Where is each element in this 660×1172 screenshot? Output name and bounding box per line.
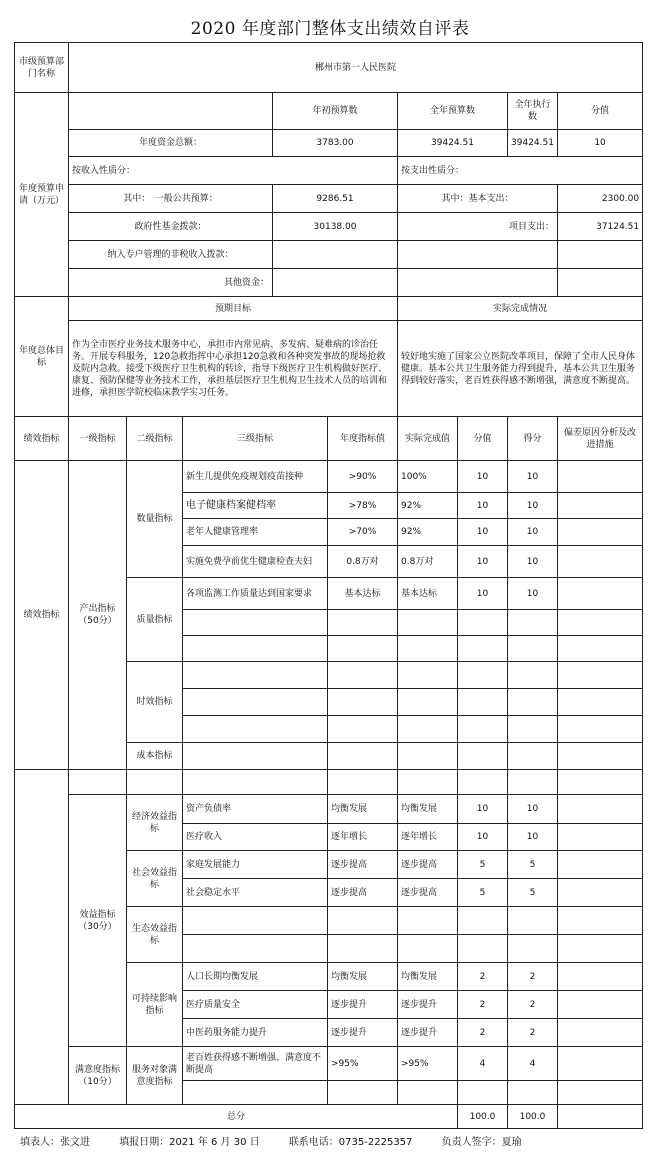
indicator-actual: 逐年增长 [398,824,458,851]
indicator-target: >90% [328,461,398,493]
indicator-got: 4 [508,1047,558,1081]
expected-goal-header: 预期目标 [69,297,398,321]
total-score: 100.0 [458,1105,508,1129]
indicator-score: 10 [458,824,508,851]
indicator-target: 逐步提高 [328,851,398,879]
header-initial-budget: 年初预算数 [273,93,398,130]
indicator-target: 逐年增长 [328,824,398,851]
indicator-actual: 逐步提高 [398,851,458,879]
total-score-value: 10 [558,130,643,157]
indicator-name: 新生儿提供免疫规划疫苗接种 [183,461,328,493]
indicator-name: 家庭发展能力 [183,851,328,879]
indicator-actual: 均衡发展 [398,795,458,824]
quality-indicator-label: 质量指标 [127,578,183,662]
indicator-score: 2 [458,963,508,991]
total-initial-budget: 3783.00 [273,130,398,157]
indicator-score: 10 [458,578,508,610]
indicator-target: 基本达标 [328,578,398,610]
indicator-target: >95% [328,1047,398,1081]
indicator-score: 10 [458,493,508,519]
basic-expense-label: 其中：基本支出： [398,185,558,213]
indicator-actual: 0.8万对 [398,546,458,578]
actual-completion-text: 较好地实施了国家公立医院改革项目，保障了全市人民身体健康。基本公共卫生服务能力得到提升，基本公共卫生服务得到较好落实，老百姓获得感不断增强，满意度不断提高。 [398,321,643,417]
indicator-actual: 92% [398,519,458,546]
footer [20,1133,548,1148]
basic-expense-value: 2300.00 [558,185,643,213]
income-nature-label: 按收入性质分： [69,157,398,185]
self-evaluation-table [14,42,643,1129]
indicator-name: 人口长期均衡发展 [183,963,328,991]
total-funds-label: 年度资金总额： [69,130,273,157]
budget-section-label: 年度预算申请（万元） [15,93,69,297]
social-indicator-label: 社会效益指标 [127,851,183,907]
indicator-actual: 基本达标 [398,578,458,610]
indicator-name: 各项监测工作质量达到国家要求 [183,578,328,610]
perf-header-6: 分值 [458,417,508,461]
economic-indicator-label: 经济效益指标 [127,795,183,851]
total-execution: 39424.51 [508,130,558,157]
actual-completion-header: 实际完成情况 [398,297,643,321]
fill-date: 填报日期：2021 年 6 月 30 日 [119,1137,260,1148]
indicator-name: 社会稳定水平 [183,879,328,907]
indicator-actual: 100% [398,461,458,493]
total-got: 100.0 [508,1105,558,1129]
indicator-got: 10 [508,578,558,610]
indicator-actual: 逐步提升 [398,1019,458,1047]
indicator-name: 老年人健康管理率 [183,519,328,546]
indicator-got: 10 [508,493,558,519]
indicator-actual: 均衡发展 [398,963,458,991]
general-budget-label: 其中： 一般公共预算： [69,185,273,213]
perf-header-8: 偏差原因分析及改进措施 [558,417,643,461]
indicator-got: 10 [508,795,558,824]
indicator-score: 4 [458,1047,508,1081]
perf-header-4: 年度指标值 [328,417,398,461]
general-budget-value: 9286.51 [273,185,398,213]
header-annual-budget: 全年预算数 [398,93,508,130]
indicator-target: 0.8万对 [328,546,398,578]
sustainable-indicator-label: 可持续影响指标 [127,963,183,1047]
indicator-name: 医疗质量安全 [183,991,328,1019]
filler-name: 填表人：张文进 [20,1137,90,1148]
project-expense-label: 项目支出： [398,213,558,241]
indicator-name: 老百姓获得感不断增强、满意度不断提高 [183,1047,328,1081]
satisfaction-indicator-label: 满意度指标（10分） [69,1047,127,1105]
gov-fund-value: 30138.00 [273,213,398,241]
indicator-got: 10 [508,461,558,493]
perf-header-1: 一级指标 [69,417,127,461]
indicator-actual: 逐步提升 [398,991,458,1019]
perf-header-5: 实际完成值 [398,417,458,461]
service-satisfaction-label: 服务对象满意度指标 [127,1047,183,1105]
indicator-name: 资产负债率 [183,795,328,824]
project-expense-value: 37124.51 [558,213,643,241]
expense-nature-label: 按支出性质分： [398,157,643,185]
indicator-target: 逐步提升 [328,1019,398,1047]
indicator-score: 2 [458,991,508,1019]
indicator-actual: 92% [398,493,458,519]
perf-header-7: 得分 [508,417,558,461]
indicator-name: 医疗收入 [183,824,328,851]
total-label: 总分 [15,1105,458,1129]
output-indicator-label: 产出指标（50分） [69,461,127,770]
perf-header-2: 二级指标 [127,417,183,461]
indicator-got: 2 [508,991,558,1019]
indicator-target: >78% [328,493,398,519]
dept-label: 市级预算部门名称 [15,43,69,93]
quantity-indicator-label: 数量指标 [127,461,183,578]
header-annual-execution: 全年执行数 [508,93,558,130]
page-title: 2020 年度部门整体支出绩效自评表 [190,19,470,39]
indicator-score: 10 [458,461,508,493]
other-funds-label: 其他资金： [69,269,273,297]
benefit-indicator-label: 效益指标（30分） [69,795,127,1047]
indicator-target: 均衡发展 [328,795,398,824]
indicator-got: 2 [508,1019,558,1047]
total-annual-budget: 39424.51 [398,130,508,157]
indicator-score: 5 [458,851,508,879]
dept-name: 郴州市第一人民医院 [69,43,643,93]
indicator-score: 10 [458,519,508,546]
indicator-name: 电子健康档案健档率 [183,493,328,519]
contact-phone: 联系电话：0735-2225357 [288,1137,413,1148]
indicator-score: 2 [458,1019,508,1047]
indicator-actual: >95% [398,1047,458,1081]
indicator-name: 实施免费孕前优生健康检查夫妇 [183,546,328,578]
indicator-score: 10 [458,795,508,824]
header-score-value: 分值 [558,93,643,130]
indicator-got: 5 [508,851,558,879]
indicator-got: 10 [508,519,558,546]
indicator-score: 5 [458,879,508,907]
nontax-label: 纳入专户管理的非税收入拨款： [69,241,273,269]
indicator-score: 10 [458,546,508,578]
indicator-target: 逐步提升 [328,991,398,1019]
perf-header-0: 绩效指标 [15,417,69,461]
goals-section-label: 年度总体目标 [15,297,69,417]
indicator-got: 10 [508,824,558,851]
responsible-signature: 负责人签字：夏瑜 [441,1137,522,1148]
indicator-target: >70% [328,519,398,546]
expected-goal-text: 作为全市医疗业务技术服务中心，承担市内常见病、多发病、疑难病的诊治任务。开展专科服务，120急救指挥中心承担120急救和各种突发事故的现场抢救及院内急救。接受下级医疗卫生机构的转诊，指导下级医疗卫生机构做好医疗、康复、预防保健等业务技术工作，承担基层医疗卫生机构卫生技术人员的培训和进修，承担医学院校临床教学实习任务。 [69,321,398,417]
indicator-name: 中医药服务能力提升 [183,1019,328,1047]
cost-indicator-label: 成本指标 [127,743,183,770]
indicator-target: 均衡发展 [328,963,398,991]
ecological-indicator-label: 生态效益指标 [127,907,183,963]
indicator-target: 逐步提高 [328,879,398,907]
indicator-got: 10 [508,546,558,578]
indicator-got: 5 [508,879,558,907]
timeliness-indicator-label: 时效指标 [127,662,183,743]
perf-section-label: 绩效指标 [15,461,69,770]
indicator-actual: 逐步提高 [398,879,458,907]
indicator-got: 2 [508,963,558,991]
gov-fund-label: 政府性基金拨款： [69,213,273,241]
perf-header-3: 三级指标 [183,417,328,461]
